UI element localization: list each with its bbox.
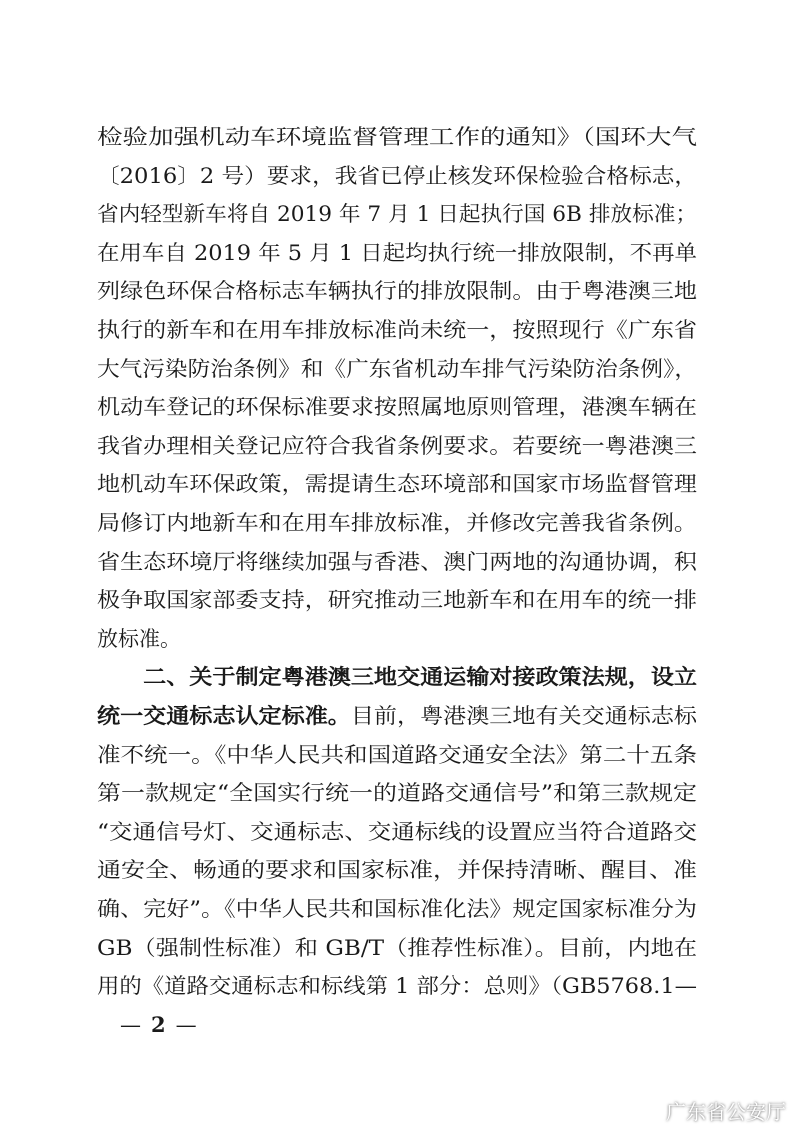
text-line bbox=[0, 817, 800, 847]
text-segment: 极争取国家部委支持，研究推动三地新车和在用车的统一排 bbox=[97, 588, 697, 613]
text-line-content bbox=[97, 971, 697, 1001]
text-line-content bbox=[97, 161, 697, 191]
text-line-content bbox=[97, 392, 697, 422]
watermark bbox=[640, 1096, 786, 1125]
text-line bbox=[0, 855, 800, 885]
text-line-content bbox=[97, 431, 697, 461]
text-line-content bbox=[97, 855, 697, 885]
text-line-content bbox=[97, 508, 697, 538]
text-segment: 用的《道路交通标志和标线第 1 部分：总则》（GB5768.1— bbox=[97, 974, 698, 999]
police-badge-icon bbox=[640, 1100, 662, 1122]
text-line bbox=[0, 392, 800, 422]
text-line-content bbox=[97, 199, 697, 229]
text-segment: 机动车登记的环保标准要求按照属地原则管理，港澳车辆在 bbox=[97, 395, 697, 420]
text-line bbox=[0, 585, 800, 615]
footer-dash-right: — bbox=[175, 1013, 197, 1037]
text-segment: 我省办理相关登记应符合我省条例要求。若要统一粤港澳三 bbox=[97, 433, 697, 458]
text-line-content bbox=[97, 933, 697, 963]
text-segment: 执行的新车和在用车排放标准尚未统一，按照现行《广东省 bbox=[97, 318, 697, 342]
text-line bbox=[0, 354, 800, 384]
text-line bbox=[0, 894, 800, 924]
text-segment: 大气污染防治条例》和《广东省机动车排气污染防治条例》， bbox=[97, 356, 698, 381]
text-line-content bbox=[97, 547, 697, 577]
text-line-content bbox=[97, 276, 697, 306]
text-line bbox=[0, 431, 800, 461]
text-line-content bbox=[97, 778, 697, 808]
text-line-content bbox=[97, 894, 697, 924]
page-number: 2 bbox=[151, 1012, 166, 1037]
text-line-content bbox=[97, 315, 697, 345]
text-line bbox=[0, 238, 800, 268]
text-line-content bbox=[97, 701, 697, 731]
text-segment: 局修订内地新车和在用车排放标准，并修改完善我省条例。 bbox=[97, 511, 697, 535]
text-segment: 确、完好”。《中华人民共和国标准化法》规定国家标准分为 bbox=[97, 897, 697, 921]
text-line bbox=[0, 469, 800, 499]
text-line bbox=[0, 161, 800, 191]
text-line bbox=[0, 971, 800, 1001]
text-line-content bbox=[97, 624, 181, 654]
text-line-content bbox=[97, 817, 697, 847]
text-segment: 省内轻型新车将自 2019 年 7 月 1 日起执行国 6B 排放标准； bbox=[97, 202, 698, 227]
text-line-content bbox=[97, 585, 697, 615]
text-line-content bbox=[97, 122, 697, 152]
text-line bbox=[0, 199, 800, 229]
text-line bbox=[0, 662, 800, 692]
page-footer bbox=[120, 1010, 197, 1040]
text-segment: 列绿色环保合格标志车辆执行的排放限制。由于粤港澳三地 bbox=[97, 279, 697, 304]
text-segment: “交通信号灯、交通标志、交通标线的设置应当符合道路交 bbox=[97, 819, 698, 844]
watermark-text: 广东省公安厅 bbox=[666, 1100, 786, 1124]
text-line bbox=[0, 624, 800, 654]
text-segment: 检验加强机动车环境监督管理工作的通知》（国环大气 bbox=[97, 125, 697, 149]
text-segment: 放标准。 bbox=[97, 626, 181, 651]
text-line bbox=[0, 701, 800, 731]
text-line bbox=[0, 276, 800, 306]
text-segment: 地机动车环保政策，需提请生态环境部和国家市场监督管理 bbox=[97, 472, 697, 497]
text-segment: 准不统一。《中华人民共和国道路交通安全法》第二十五条 bbox=[97, 742, 697, 767]
text-line bbox=[0, 315, 800, 345]
text-segment: 二、关于制定粤港澳三地交通运输对接政策法规，设立 bbox=[97, 664, 697, 690]
text-segment: 统一交通标志认定标准。 bbox=[97, 703, 351, 728]
text-segment: 〔2016〕2 号）要求，我省已停止核发环保检验合格标志， bbox=[97, 163, 698, 188]
text-line-content bbox=[97, 662, 697, 692]
text-line bbox=[0, 547, 800, 577]
text-segment: 目前，粤港澳三地有关交通标志标 bbox=[350, 704, 697, 728]
text-segment: 通安全、畅通的要求和国家标准，并保持清晰、醒目、准 bbox=[97, 858, 698, 883]
text-segment: GB（强制性标准）和 GB/T（推荐性标准）。目前，内地在 bbox=[97, 935, 697, 960]
footer-dash-left: — bbox=[120, 1013, 141, 1037]
text-line-content bbox=[97, 740, 697, 770]
text-line bbox=[0, 740, 800, 770]
text-line-content bbox=[97, 354, 697, 384]
text-line-content bbox=[97, 238, 697, 268]
text-line bbox=[0, 778, 800, 808]
text-line-content bbox=[97, 469, 697, 499]
text-segment: 在用车自 2019 年 5 月 1 日起均执行统一排放限制，不再单 bbox=[97, 240, 697, 265]
text-segment: 第一款规定“全国实行统一的道路交通信号”和第三款规定 bbox=[97, 781, 697, 806]
text-line bbox=[0, 508, 800, 538]
text-line bbox=[0, 933, 800, 963]
text-segment: 省生态环境厅将继续加强与香港、澳门两地的沟通协调，积 bbox=[97, 549, 697, 574]
text-line bbox=[0, 122, 800, 152]
